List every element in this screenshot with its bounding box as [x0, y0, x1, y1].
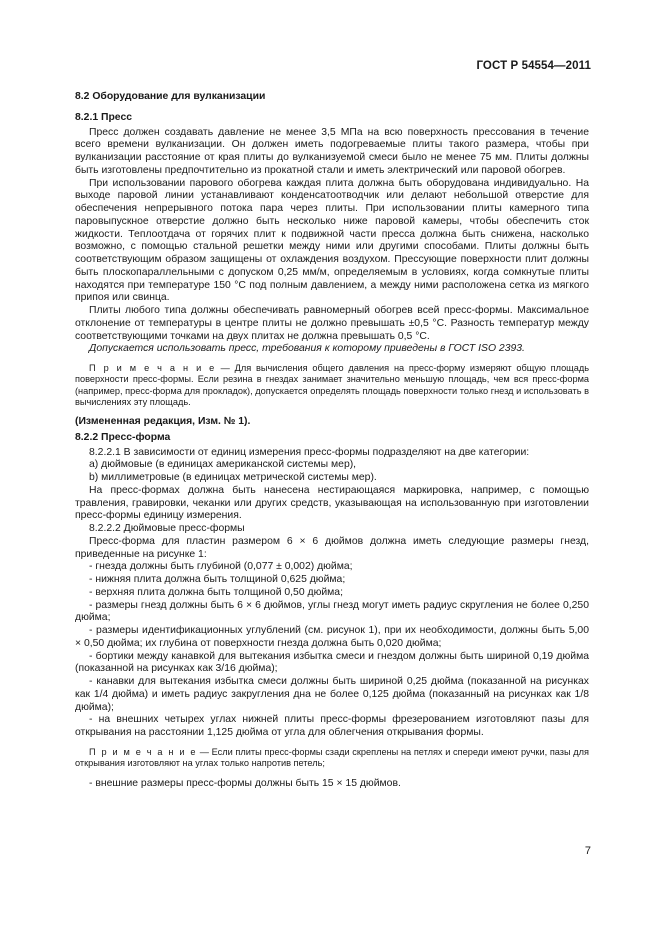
paragraph: 8.2.2.1 В зависимости от единиц измерения пресс-формы подразделяют на две категории:	[89, 446, 530, 458]
amendment-note: (Измененная редакция, Изм. № 1).	[75, 416, 251, 428]
note	[75, 747, 589, 770]
list-item: - гнезда должны быть глубиной (0,077 ± 0,002) дюйма;	[89, 561, 353, 573]
list-item: - размеры идентификационных углублений (см. рисунок 1), при их необходимости, должны быть 5,00 × 0,50 дюйма; их глубина от поверхности гнезда должна быть 0,020 дюйма;	[75, 625, 589, 649]
page-number: 7	[584, 845, 591, 857]
subsection-heading-press: 8.2.1 Пресс	[75, 111, 133, 123]
list-item: - канавки для вытекания избытка смеси должны быть шириной 0,25 дюйма (показанной на рисунках как 1/4 дюйма) и иметь радиус закругления дна не более 0,125 дюйма (показанный на рисунках как 1/8 дюйма);	[75, 676, 589, 713]
note-text: — Для вычисления общего давления на пресс-форму измеряют общую площадь поверхности пресс-формы. Если резина в гнездах занимает значительно меньшую площадь, чем вся пресс-форма (например, пресс-форма для прокладок), допускается определять площадь поверхности только гнезд и использовать в вычислениях эту площадь.	[75, 363, 589, 407]
list-item: a) дюймовые (в единицах американской системы мер),	[89, 459, 357, 471]
list-item: - бортики между канавкой для вытекания избытка смеси и гнездом должны быть шириной 0,19 дюйма (показанной на рисунках как 3/16 дюйма);	[75, 650, 589, 675]
list-item: - на внешних четырех углах нижней плиты пресс-формы фрезерованием изготовляют пазы для открывания на расстоянии 1,125 дюйма от угла для облегчения открывания формы.	[75, 714, 589, 739]
subsection-heading-mold: 8.2.2 Пресс-форма	[75, 431, 171, 443]
note-text: — Если плиты пресс-формы сзади скреплены на петлях и спереди имеют ручки, пазы для открывания изготовляют на углах только напротив петель;	[75, 746, 590, 769]
paragraph: Пресс-форма для пластин размером 6 × 6 дюймов должна иметь следующие размеры гнезд, приведенные на рисунке 1:	[75, 535, 589, 560]
paragraph: На пресс-формах должна быть нанесена нестирающаяся маркировка, например, с помощью травления, гравировки, чеканки или других средств, указывающая на использованную при изготовлении пресс-формы единицу измерения.	[75, 484, 589, 522]
document-header-id: ГОСТ Р 54554—2011	[476, 60, 591, 72]
list-item: - верхняя плита должна быть толщиной 0,50 дюйма;	[89, 586, 343, 598]
paragraph: Плиты любого типа должны обеспечивать равномерный обогрев всей пресс-формы. Максимальное отклонение от температуры в центре плиты не должно превышать ±0,5 °С. Разность температур между соответствующими точками на двух плитах не должна превышать 0,5 °С.	[75, 305, 589, 342]
note	[75, 363, 589, 408]
list-item: - размеры гнезд должны быть 6 × 6 дюймов, углы гнезд могут иметь радиус скругления не более 0,250 дюйма;	[75, 599, 589, 624]
paragraph-italic: Допускается использовать пресс, требования к которому приведены в ГОСТ ISO 2393.	[89, 343, 525, 355]
paragraph: При использовании парового обогрева каждая плита должна быть оборудована индивидуально. На выходе паровой линии устанавливают конденсатоотводчик или делают небольшой отверстие для обеспечения непрерывного потока пара через плиты. При использовании плиты камерного типа паровыпускное отверстие должно быть несколько ниже паровой камеры, чтобы обеспечить сток жидкости. Теплоотдача от горячих плит к подвижной части пресса должна быть снижена, насколько возможно, с помощью стальной решетки между ними или другими способами. Плиты должны быть соответствующим образом защищены от охлаждения воздухом. Прессующие поверхности плит должны быть плоскопараллельными с допуском 0,25 мм/м, определяемым в условиях, когда сомкнутые плиты находятся при температуре 150 °С под полным давлением, а между ними расположена сетка из мягкого припоя или свинца.	[75, 177, 589, 304]
paragraph: 8.2.2.2 Дюймовые пресс-формы	[89, 523, 245, 535]
list-item: - внешние размеры пресс-формы должны быть 15 × 15 дюймов.	[89, 777, 401, 789]
paragraph: Пресс должен создавать давление не менее 3,5 МПа на всю поверхность прессования в течение всего времени вулканизации. Он должен иметь подогреваемые плиты такого размера, чтобы при вулканизации расстояние от края плиты до вулканизуемой смеси было не менее 75 мм. Плиты должны быть изготовлены предпочтительно из прокатной стали и иметь электрический или паровой обогрев.	[75, 126, 589, 176]
list-item: b) миллиметровые (в единицах метрической системы мер).	[89, 472, 377, 484]
note-label: П р и м е ч а н и е	[89, 746, 198, 757]
section-heading: 8.2 Оборудование для вулканизации	[75, 91, 266, 102]
list-item: - нижняя плита должна быть толщиной 0,625 дюйма;	[89, 574, 346, 586]
document-body	[75, 91, 589, 790]
note-label: П р и м е ч а н и е	[89, 363, 216, 373]
